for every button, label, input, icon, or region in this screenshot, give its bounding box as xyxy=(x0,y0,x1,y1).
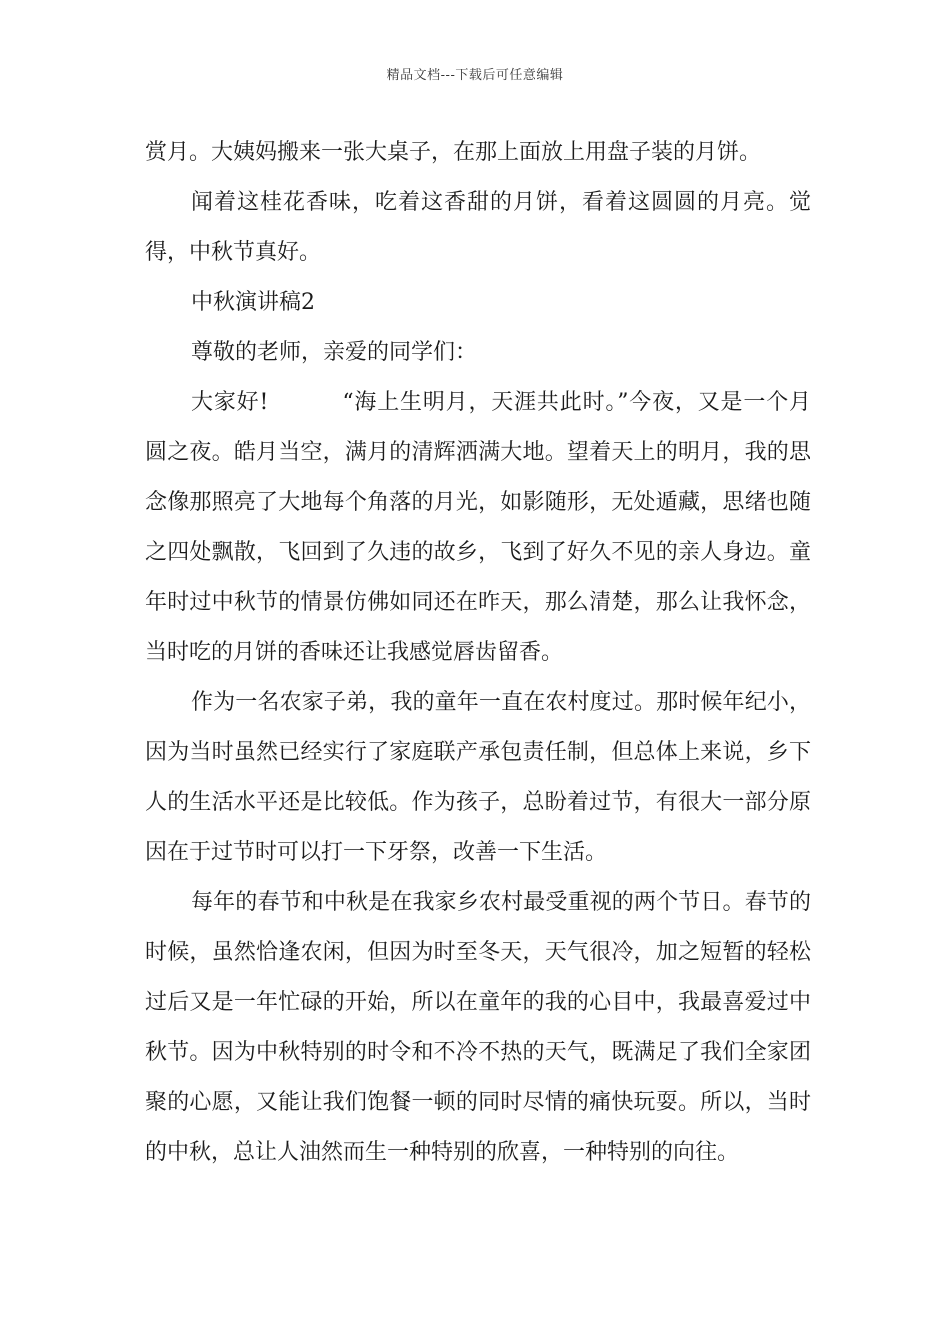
paragraph-greeting xyxy=(145,378,811,678)
greeting-body: “海上生明月，天涯共此时。”今夜，又是一个月圆之夜。皓月当空，满月的清辉洒满大地。望着天上的明月，我的思念像那照亮了大地每个角落的月光，如影随形，无处遁藏，思绪也随之四处飘散，飞回到了久违的故乡，飞到了好久不见的亲人身边。童年时过中秋节的情景仿佛如同还在昨天，那么清楚，那么让我怀念，当时吃的月饼的香味还让我感觉唇齿留香。 xyxy=(145,390,812,665)
salutation: 尊敬的老师，亲爱的同学们： xyxy=(191,340,478,365)
paragraph-2: 闻着这桂花香味，吃着这香甜的月饼，看着这圆圆的月亮。觉得，中秋节真好。 xyxy=(145,190,811,265)
section-heading: 中秋演讲稿2 xyxy=(191,290,315,315)
greeting-lead: 大家好! xyxy=(191,390,269,415)
page-header: 精品文档---下载后可任意编辑 xyxy=(386,68,564,83)
paragraph-festivals: 每年的春节和中秋是在我家乡农村最受重视的两个节日。春节的时候，虽然恰逢农闲，但因为时至冬天，天气很冷，加之短暂的轻松过后又是一年忙碌的开始，所以在童年的我的心目中，我最喜爱过中秋节。因为中秋特别的时令和不冷不热的天气，既满足了我们全家团聚的心愿，又能让我们饱餐一顿的同时尽情的痛快玩耍。所以，当时的中秋，总让人油然而生一种特别的欣喜，一种特别的向往。 xyxy=(145,890,811,1165)
paragraph-1: 赏月。大姨妈搬来一张大桌子，在那上面放上用盘子装的月饼。 xyxy=(145,140,762,165)
paragraph-childhood: 作为一名农家子弟，我的童年一直在农村度过。那时候年纪小，因为当时虽然已经实行了家庭联产承包责任制，但总体上来说，乡下人的生活水平还是比较低。作为孩子，总盼着过节，有很大一部分原因在于过节时可以打一下牙祭，改善一下生活。 xyxy=(145,690,811,865)
document-body xyxy=(145,128,811,1178)
